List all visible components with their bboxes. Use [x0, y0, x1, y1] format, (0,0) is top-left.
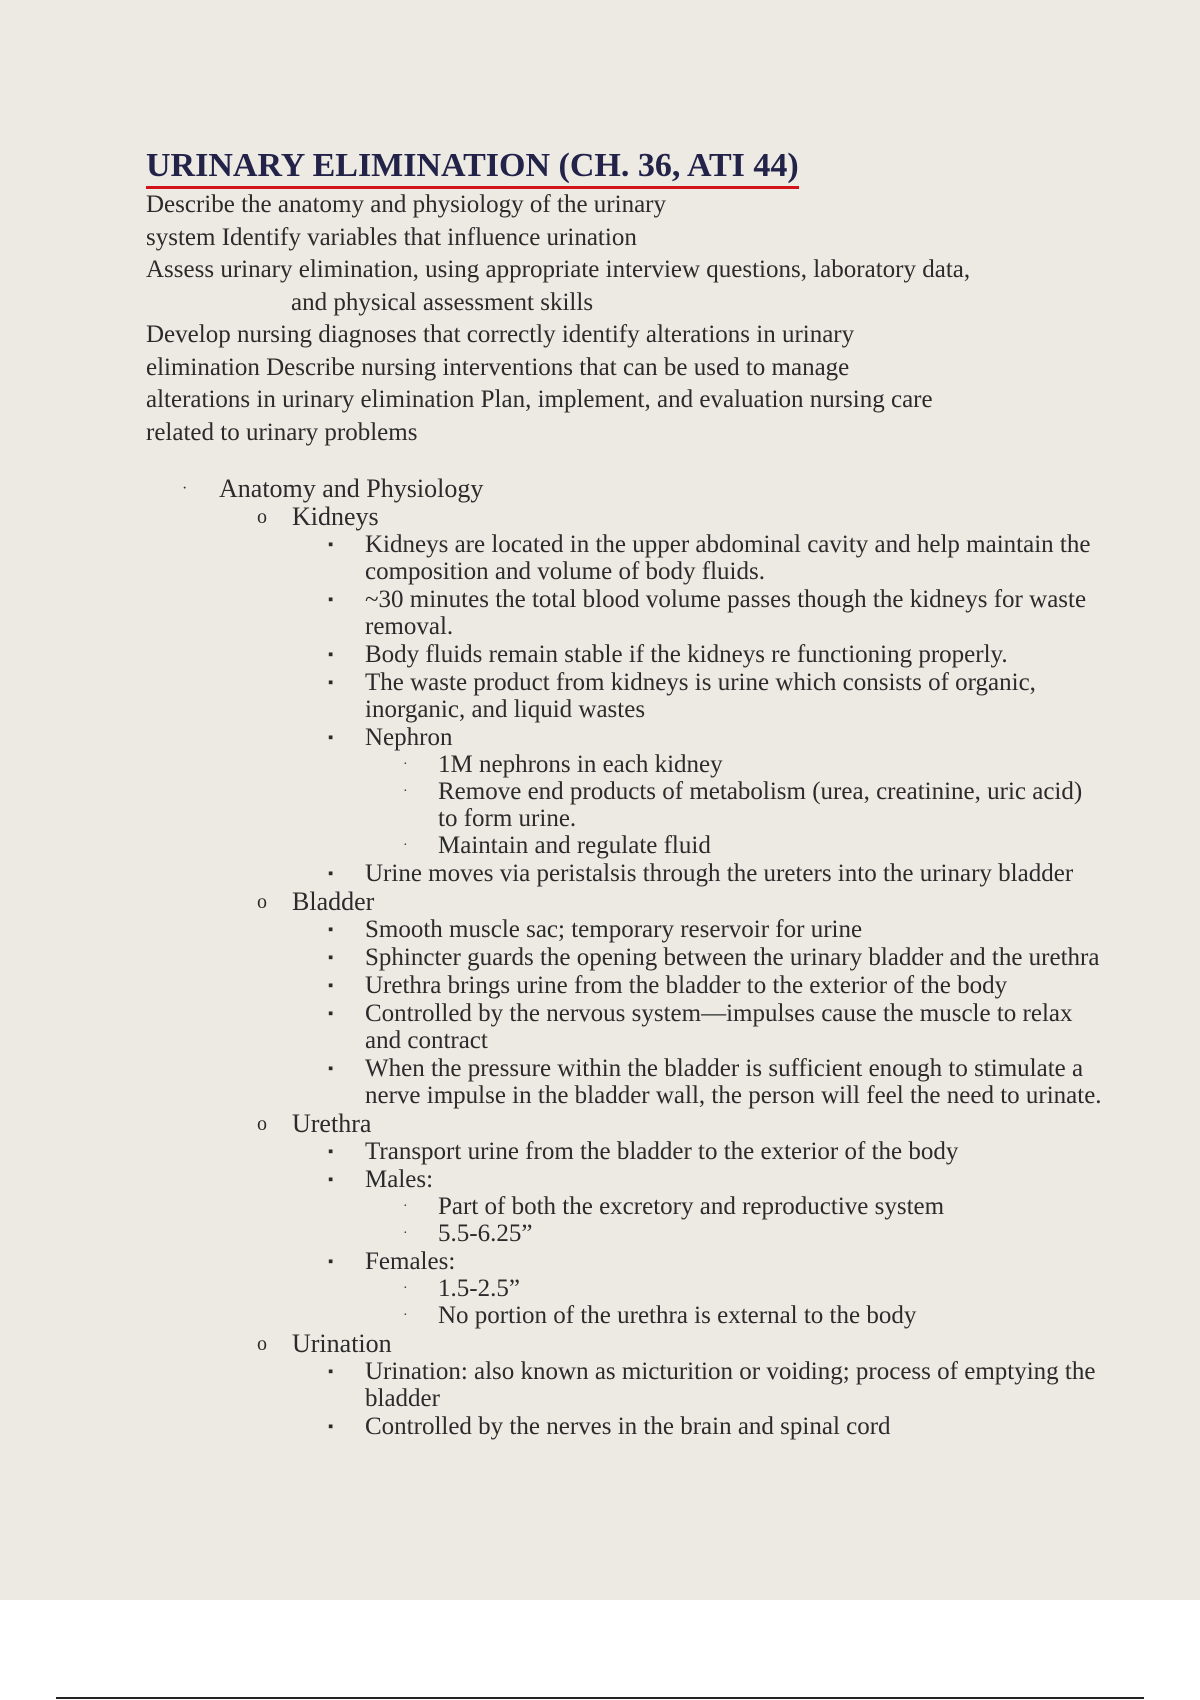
list-item-females — [292, 1248, 1106, 1329]
sub-list-item — [365, 1193, 1106, 1220]
section-kidneys — [219, 503, 1106, 887]
bullet-square-icon: ▪ — [328, 1172, 334, 1188]
list-item-text: Females: — [365, 1248, 456, 1275]
section-urethra — [219, 1110, 1106, 1329]
list-item-text: Transport urine from the bladder to the exterior of the body — [365, 1138, 959, 1165]
list-item — [292, 1055, 1106, 1109]
list-item-text: When the pressure within the bladder is sufficient enough to stimulate a nerve impulse in the bladder wall, the person will feel the need to urinate. — [365, 1055, 1102, 1109]
kidneys-items — [292, 531, 1106, 887]
objective-line: Describe the anatomy and physiology of the urinary — [146, 191, 666, 218]
list-item-text: Controlled by the nervous system—impulses cause the muscle to relax and contract — [365, 1000, 1073, 1054]
sub-list-item-text: 1M nephrons in each kidney — [438, 751, 723, 778]
list-item — [292, 1000, 1106, 1054]
bullet-dot-icon: · — [403, 1308, 408, 1323]
bullet-square-icon: ▪ — [328, 922, 334, 938]
bullet-square-icon: ▪ — [328, 950, 334, 966]
list-item-text: Urination: also known as micturition or voiding; process of emptying the bladder — [365, 1358, 1096, 1412]
sub-list-item — [365, 1275, 1106, 1302]
list-item-text: Nephron — [365, 724, 453, 751]
list-item-males — [292, 1166, 1106, 1247]
bullet-square-icon: ▪ — [328, 1254, 334, 1270]
bullet-dot-icon: · — [403, 1226, 408, 1241]
urination-items — [292, 1358, 1106, 1440]
outline-heading-item — [146, 475, 1106, 1440]
list-item — [292, 641, 1106, 668]
section-bladder — [219, 888, 1106, 1109]
objective-line: elimination Describe nursing interventions that can be used to manage — [146, 353, 850, 381]
bullet-square-icon: ▪ — [328, 592, 334, 608]
bullet-square-icon: ▪ — [328, 1364, 334, 1380]
section-urination — [219, 1330, 1106, 1440]
list-item-text: Sphincter guards the opening between the urinary bladder and the urethra — [365, 944, 1100, 971]
urethra-items — [292, 1138, 1106, 1329]
list-item — [292, 860, 1106, 887]
objective-line: Develop nursing diagnoses that correctly identify alterations in urinary — [146, 321, 855, 348]
sub-list-item-text: 1.5-2.5” — [438, 1275, 520, 1302]
list-item — [292, 1138, 1106, 1165]
list-item-text: Kidneys are located in the upper abdominal cavity and help maintain the composition and volume of body fluids. — [365, 531, 1091, 585]
section-label: Urethra — [292, 1109, 372, 1138]
bullet-dot-icon: · — [403, 1281, 408, 1296]
bullet-circle-icon: o — [257, 1333, 267, 1355]
sub-list-item — [365, 1220, 1106, 1247]
section-label: Kidneys — [292, 502, 379, 531]
objectives-block — [146, 189, 1106, 449]
section-label: Urination — [292, 1329, 392, 1358]
sub-list-item — [365, 832, 1106, 859]
list-item-text: Body fluids remain stable if the kidneys re functioning properly. — [365, 641, 1008, 668]
list-item-text: Smooth muscle sac; temporary reservoir for urine — [365, 916, 863, 943]
sub-list-item-text: 5.5-6.25” — [438, 1220, 533, 1247]
bladder-items — [292, 916, 1106, 1109]
outline — [146, 475, 1106, 1440]
list-item-text: Controlled by the nerves in the brain and spinal cord — [365, 1413, 891, 1440]
section-list — [219, 503, 1106, 1440]
sub-list-item-text: No portion of the urethra is external to the body — [438, 1302, 917, 1329]
list-item-nephron — [292, 724, 1106, 859]
bullet-square-icon: ▪ — [328, 1061, 334, 1077]
list-item — [292, 944, 1106, 971]
list-item-text: ~30 minutes the total blood volume passes though the kidneys for waste removal. — [365, 586, 1087, 640]
list-item — [292, 972, 1106, 999]
sub-list-item-text: Remove end products of metabolism (urea, creatinine, uric acid) to form urine. — [438, 778, 1083, 832]
males-items — [365, 1193, 1106, 1247]
bullet-dot-icon: · — [403, 1199, 408, 1214]
bullet-square-icon: ▪ — [328, 537, 334, 553]
list-item — [292, 669, 1106, 723]
list-item-text: Urine moves via peristalsis through the ureters into the urinary bladder — [365, 860, 1074, 887]
nephron-items — [365, 751, 1106, 859]
list-item — [292, 916, 1106, 943]
list-item — [292, 1358, 1106, 1412]
bullet-circle-icon: o — [257, 506, 267, 528]
outline-heading: Anatomy and Physiology — [219, 474, 484, 503]
objective-line: related to urinary problems — [146, 418, 418, 446]
list-item — [292, 1413, 1106, 1440]
bullet-dot-icon: · — [403, 838, 408, 853]
bullet-square-icon: ▪ — [328, 647, 334, 663]
bullet-square-icon: ▪ — [328, 730, 334, 746]
bullet-circle-icon: o — [257, 1113, 267, 1135]
objective-line: and physical assessment skills — [291, 288, 594, 316]
objective-line: Assess urinary elimination, using appropriate interview questions, laboratory data, — [146, 256, 971, 283]
bullet-circle-icon: o — [257, 891, 267, 913]
sub-list-item-text: Part of both the excretory and reproductive system — [438, 1193, 945, 1220]
list-item-text: Males: — [365, 1166, 434, 1193]
sub-list-item-text: Maintain and regulate fluid — [438, 832, 711, 859]
footer-divider — [56, 1697, 1144, 1699]
females-items — [365, 1275, 1106, 1329]
section-label: Bladder — [292, 887, 375, 916]
list-item — [292, 531, 1106, 585]
objective-line: alterations in urinary elimination Plan, implement, and evaluation nursing care — [146, 386, 933, 413]
page-title: URINARY ELIMINATION (CH. 36, ATI 44) — [146, 146, 799, 189]
bullet-dot-icon: · — [182, 480, 188, 497]
sub-list-item — [365, 778, 1106, 832]
list-item-text: The waste product from kidneys is urine which consists of organic, inorganic, and liquid wastes — [365, 669, 1036, 723]
bullet-square-icon: ▪ — [328, 866, 334, 882]
bullet-square-icon: ▪ — [328, 978, 334, 994]
bullet-square-icon: ▪ — [328, 1419, 334, 1435]
sub-list-item — [365, 1302, 1106, 1329]
bullet-dot-icon: · — [403, 757, 408, 772]
objective-line: system Identify variables that influence urination — [146, 223, 637, 251]
bullet-square-icon: ▪ — [328, 675, 334, 691]
list-item-text: Urethra brings urine from the bladder to the exterior of the body — [365, 972, 1008, 999]
bullet-dot-icon: · — [403, 784, 408, 799]
bullet-square-icon: ▪ — [328, 1006, 334, 1022]
document-content — [146, 146, 1106, 1441]
bullet-square-icon: ▪ — [328, 1144, 334, 1160]
list-item — [292, 586, 1106, 640]
sub-list-item — [365, 751, 1106, 778]
